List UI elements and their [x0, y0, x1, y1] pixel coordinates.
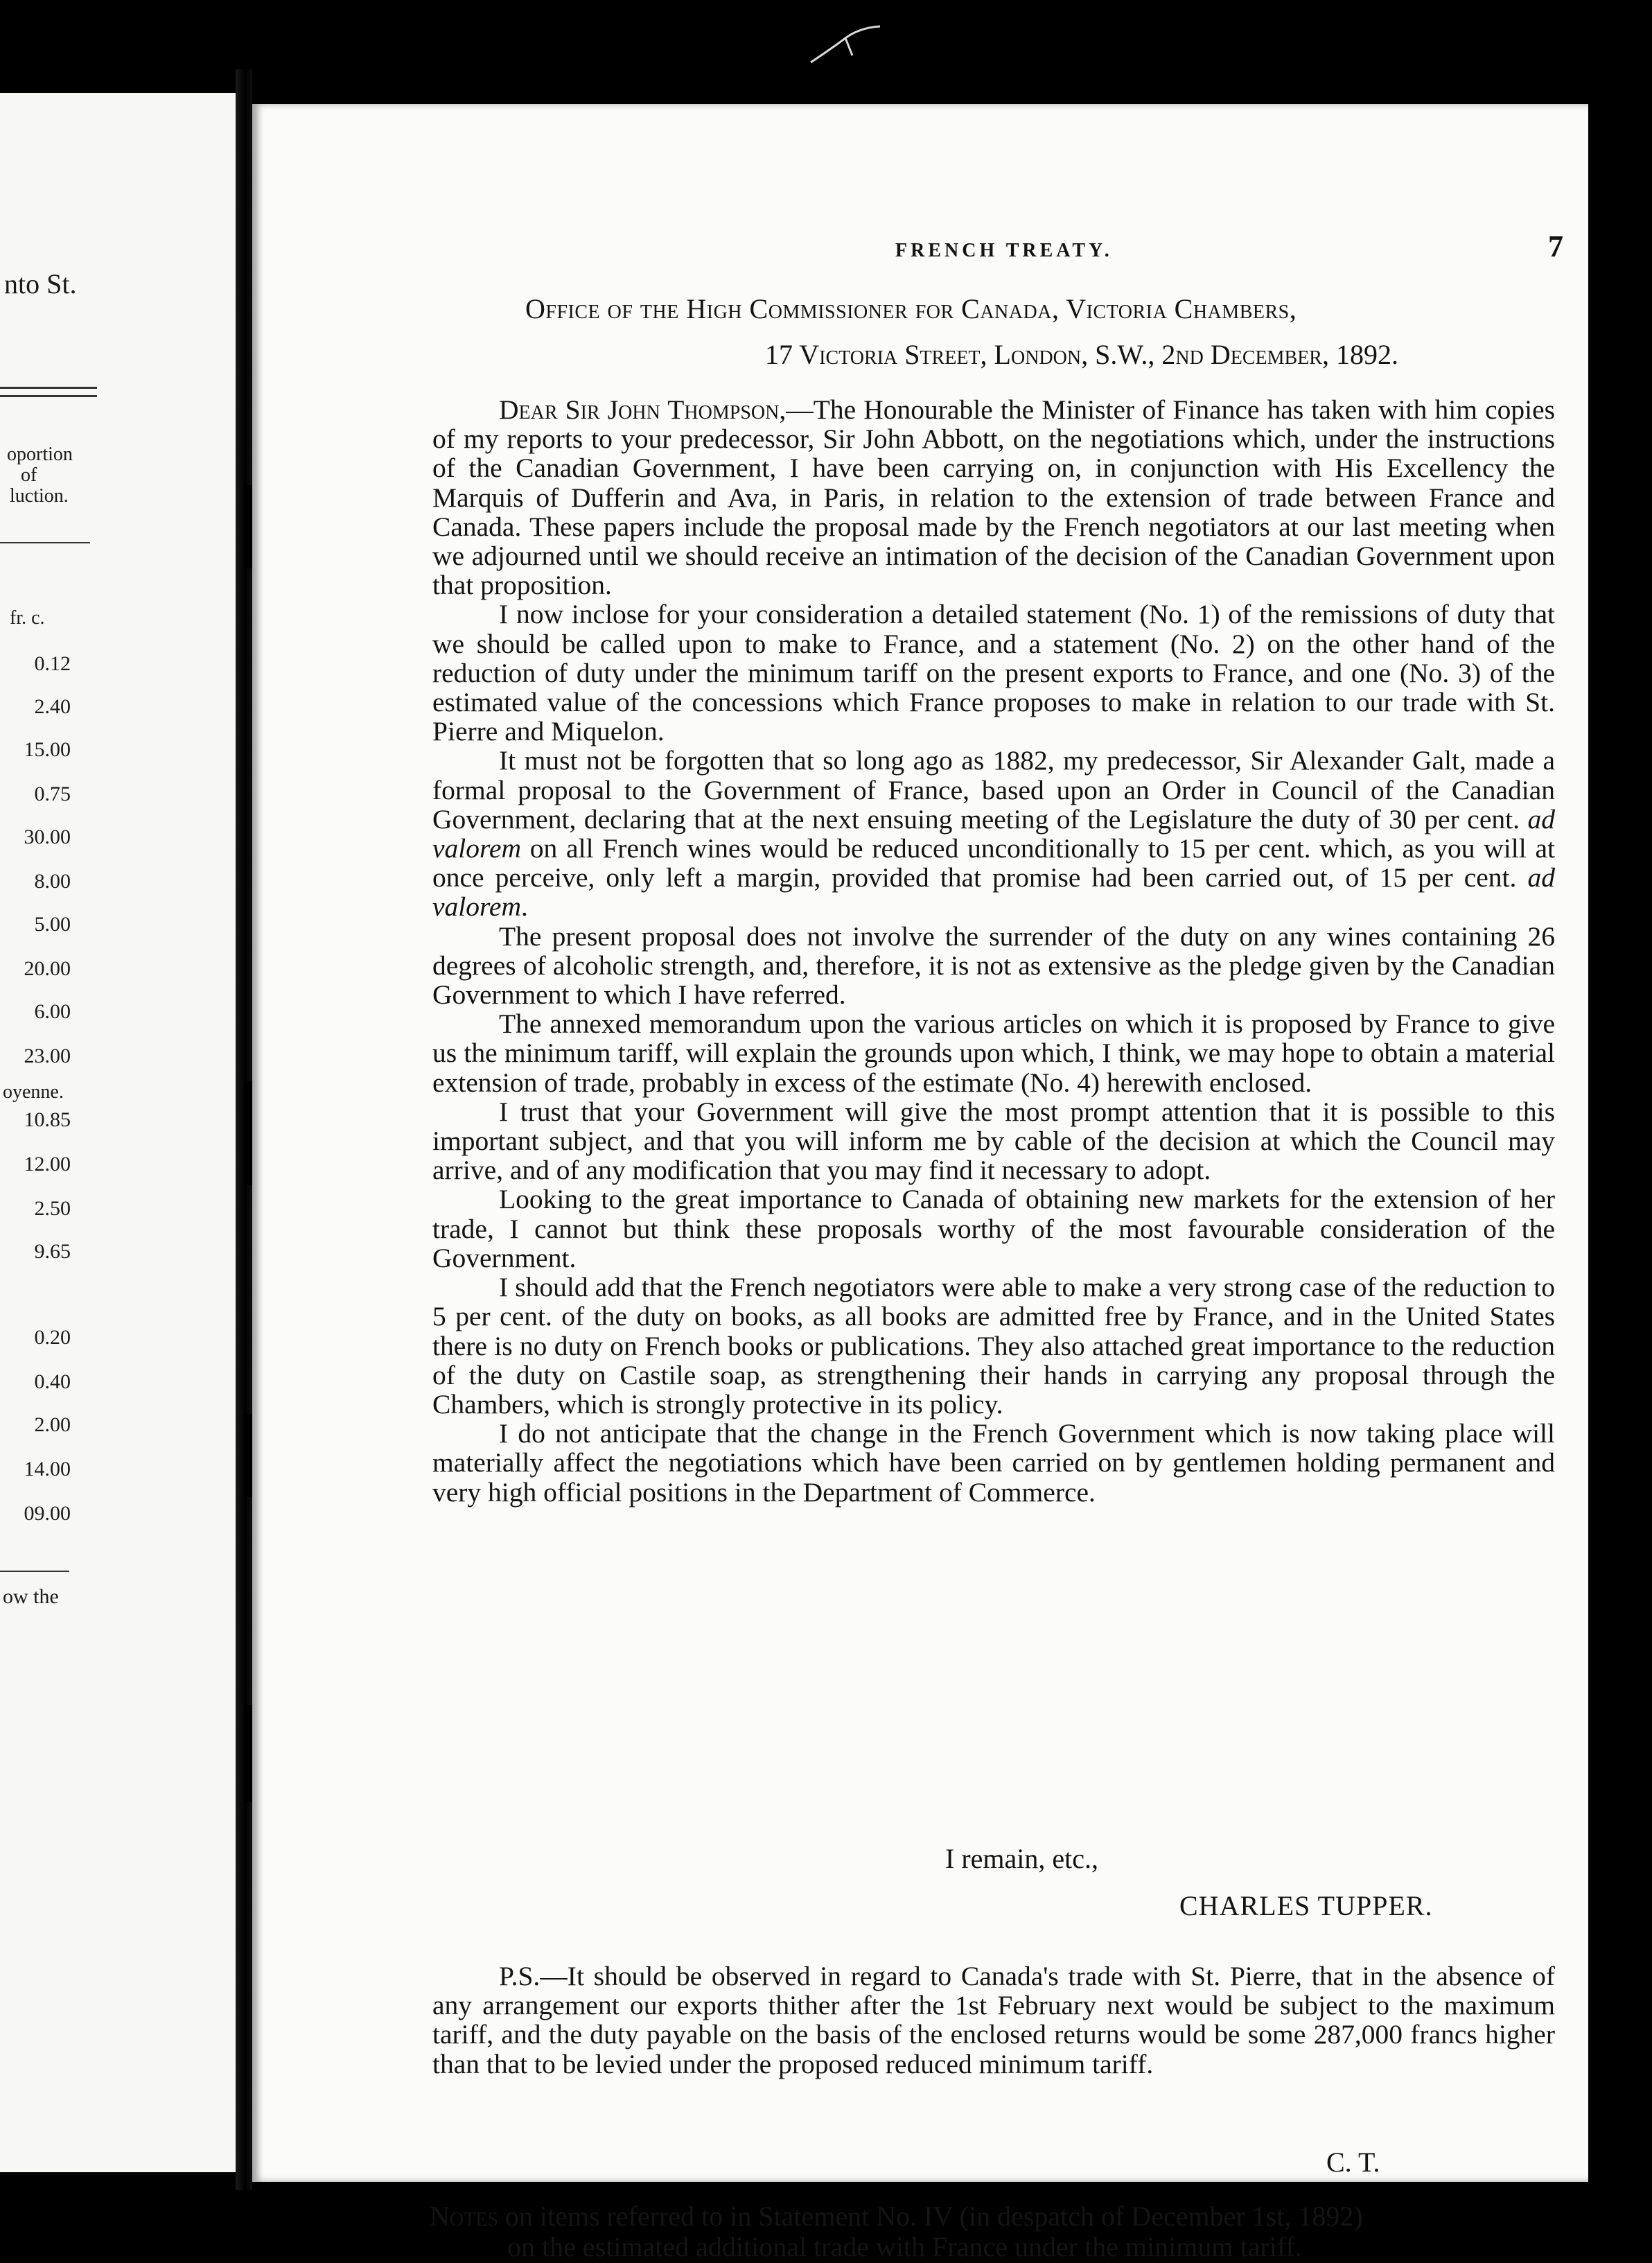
left-column-head: of: [21, 464, 37, 486]
postscript-initials: C. T.: [1326, 2147, 1380, 2178]
letter-heading-office: Office of the High Commissioner for Canada, Victoria Chambers,: [525, 293, 1297, 324]
letter-paragraph: I should add that the French negotiators were able to make a very strong case of the reduction to 5 per cent. of the duty on books, as all books are admitted free by France, and in the United States there is no duty on French books or publications. They also attached great importance to the reduction of the duty on Castile soap, as strengthening their hands in carrying any proposal through the Chambers, which is strongly protective in its policy.: [432, 1272, 1555, 1419]
postscript: [432, 1961, 1555, 2079]
binding-thread: [244, 485, 252, 568]
left-value: 12.00: [24, 1153, 71, 1176]
left-value: 9.65: [34, 1240, 71, 1263]
page-number: 7: [1548, 229, 1563, 263]
letter-body: [432, 395, 1555, 1507]
left-value: 20.00: [24, 957, 71, 980]
left-value: 5.00: [34, 913, 71, 936]
left-value: 2.50: [34, 1197, 71, 1220]
left-value: 2.40: [34, 695, 71, 718]
left-value: 23.00: [24, 1045, 71, 1067]
paragraph-text: —The Honourable the Minister of Finance has taken with him copies of my reports to your predecessor, Sir John Abbott, on the negotiations which, under the instructions of the Canadian Government, I have been carrying on, in conjunction with His Excellency the Marquis of Dufferin and Ava, in Paris, in relation to the extension of trade between France and Canada. These papers include the proposal made by the French negotiators at our last meeting when we adjourned until we should receive an intimation of the decision of the Canadian Government upon that proposition.: [432, 394, 1555, 601]
previous-page-fragment: [0, 93, 236, 2172]
binding-thread: [244, 1705, 252, 1802]
left-value: 6.00: [34, 1000, 71, 1023]
left-column-head: oportion: [7, 444, 73, 465]
left-value: 0.12: [34, 652, 71, 675]
notes-heading-text: on items referred to in Statement No. IV (in despatch of December 1st, 1892): [498, 2201, 1363, 2232]
left-value: 09.00: [24, 1502, 71, 1525]
left-value: 15.00: [24, 738, 71, 761]
left-rule: [0, 542, 90, 543]
left-value: 2.00: [34, 1413, 71, 1436]
left-rule: [0, 395, 97, 397]
salutation: Dear Sir John Thompson,: [499, 394, 787, 425]
left-value: 14.00: [24, 1458, 71, 1480]
left-value: 10.85: [24, 1108, 71, 1131]
left-header-fragment: nto St.: [4, 268, 77, 299]
binding-thread: [244, 1081, 252, 1185]
letter-paragraph: I do not anticipate that the change in the French Government which is now taking place will materially affect the negotiations which have been carried on by gentlemen holding permanent and very high official positions in the Department of Commerce.: [432, 1418, 1555, 1508]
left-unit-label: fr. c.: [10, 607, 45, 629]
postscript-text: P.S.—It should be observed in regard to Canada's trade with St. Pierre, that in the absence of any arrangement our exports thither after the 1st February next would be subject to the maximum tariff, and the duty payable on the basis of the enclosed returns would be some 287,000 francs higher than that to be levied under the proposed reduced minimum tariff.: [432, 1961, 1555, 2079]
left-value: 0.75: [34, 783, 71, 805]
scan-pen-mark: [804, 21, 887, 69]
left-rule: [0, 387, 97, 389]
letter-closing: I remain, etc.,: [945, 1843, 1098, 1874]
letter-paragraph: It must not be forgotten that so long ago as 1882, my predecessor, Sir Alexander Galt, made a formal proposal to the Government of France, based upon an Order in Council of the Canadian Government, declaring that at the next ensuing meeting of the Legislature the duty of 30 per cent. ad valorem on all French wines would be reduced unconditionally to 15 per cent. which, as you will at once perceive, only left a margin, provided that promise had been carried out, of 15 per cent. ad valorem.: [432, 745, 1555, 923]
running-head: FRENCH TREATY.: [895, 240, 1113, 261]
document-page: [252, 104, 1588, 2262]
notes-subheading: on the estimated additional trade with France under the minimum tariff.: [507, 2231, 1302, 2262]
letter-paragraph: I now inclose for your consideration a detailed statement (No. 1) of the remissions of duty that we should be called upon to make to France, and a statement (No. 2) on the other hand of the reduction of duty under the minimum tariff on the present exports to France, and one (No. 3) of the estimated value of the concessions which France proposes to make in relation to our trade with St. Pierre and Miquelon.: [432, 599, 1555, 747]
left-value: 8.00: [34, 870, 71, 893]
notes-lead: Notes: [430, 2201, 498, 2232]
left-fragment-word: oyenne.: [3, 1081, 64, 1103]
left-value: 0.20: [34, 1326, 71, 1349]
letter-signature: CHARLES TUPPER.: [1179, 1890, 1433, 1921]
notes-heading: [430, 2200, 1363, 2233]
letter-paragraph: The annexed memorandum upon the various articles on which it is proposed by France to give us the minimum tariff, will explain the grounds upon which, I think, we may hope to obtain a material extension of trade, probably in excess of the estimate (No. 4) herewith enclosed.: [432, 1008, 1555, 1098]
letter-paragraph: [432, 395, 1555, 600]
letter-paragraph: The present proposal does not involve the surrender of the duty on any wines containing 26 degrees of alcoholic strength, and, therefore, it is not as extensive as the pledge given by the Canadian Government to which I have referred.: [432, 920, 1555, 1011]
left-rule: [0, 1571, 69, 1572]
letter-paragraph: Looking to the great importance to Canada of obtaining new markets for the extension of her trade, I cannot but think these proposals worthy of the most favourable consideration of the Government.: [432, 1184, 1555, 1273]
letter-heading-address-date: 17 Victoria Street, London, S.W., 2nd December, 1892.: [765, 339, 1398, 370]
left-value: 0.40: [34, 1370, 71, 1393]
letter-paragraph: I trust that your Government will give the most prompt attention that it is possible to this important subject, and that you will inform me by cable of the decision at which the Council may arrive, and of any modification that you may find it necessary to adopt.: [432, 1096, 1555, 1186]
left-footer-fragment: ow the: [3, 1585, 59, 1608]
left-value: 30.00: [24, 825, 71, 848]
left-column-head: luction.: [10, 485, 69, 507]
binding-thread: [244, 1414, 252, 1497]
